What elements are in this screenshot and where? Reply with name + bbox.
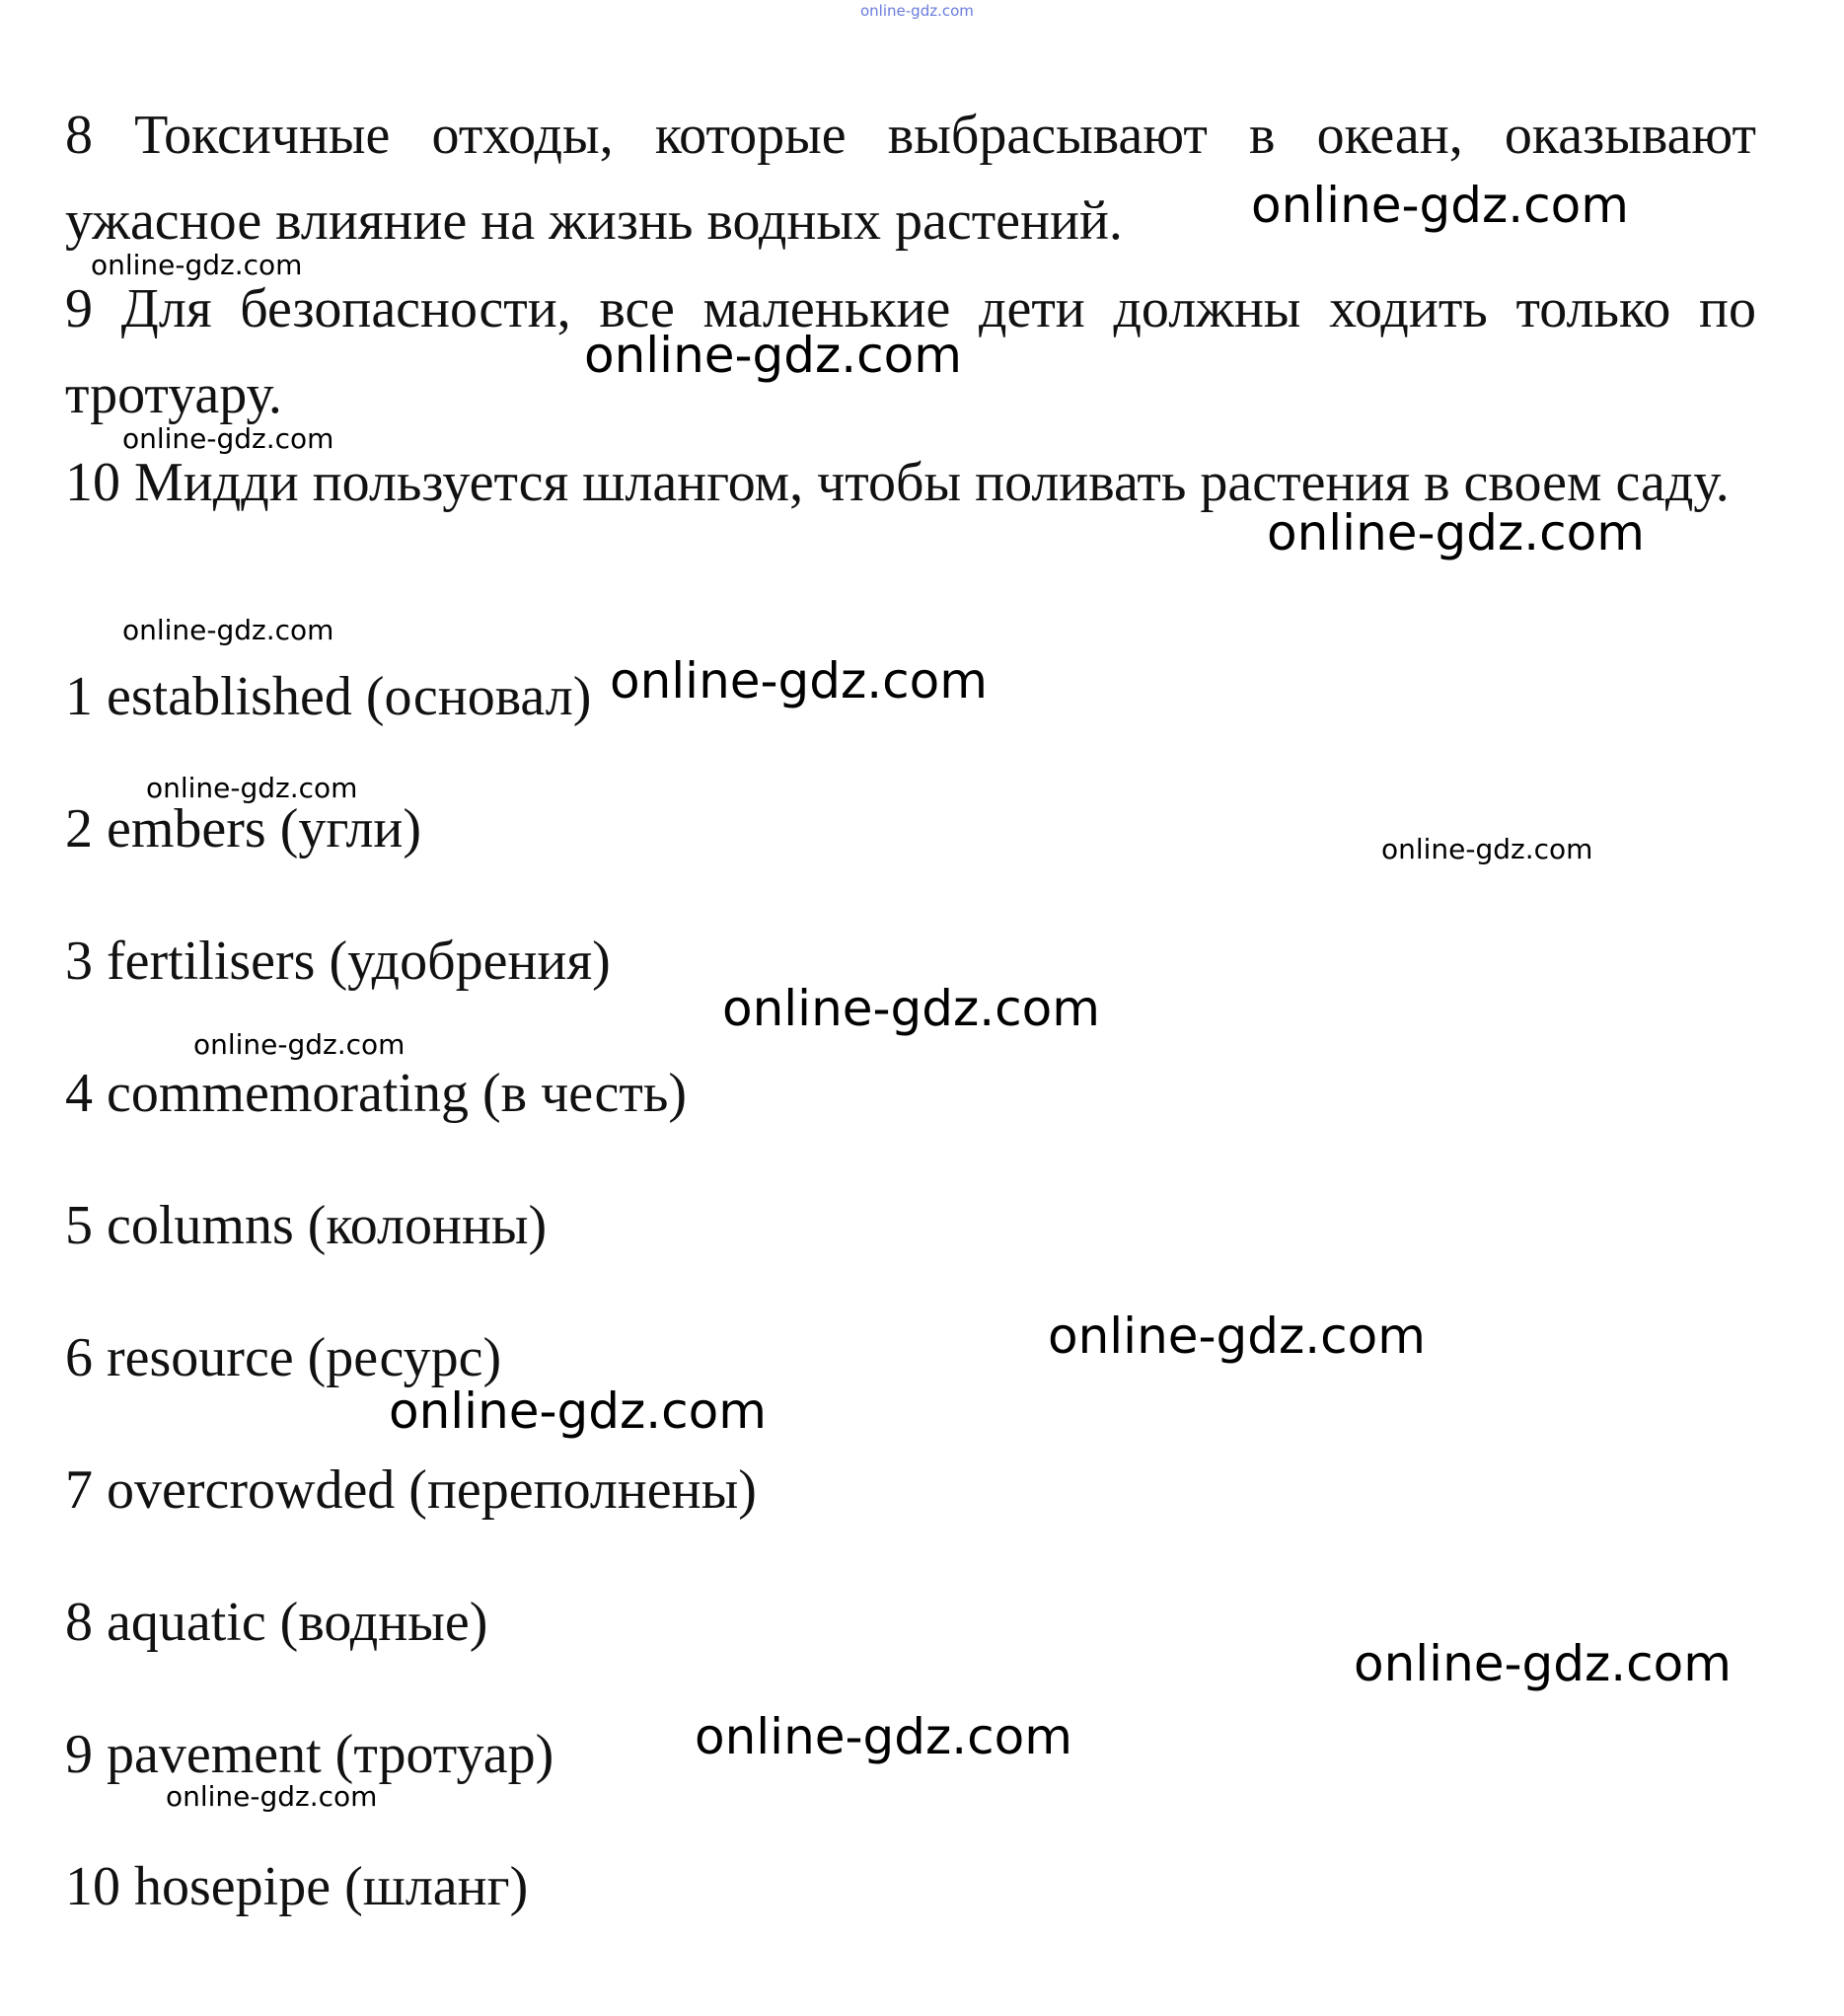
- sentence-9: 9 Для безопасности, все маленькие дети должны ходить только по тротуару.: [65, 278, 1756, 425]
- vocab-item-3: 3 fertilisers (удобрения): [65, 931, 611, 992]
- vocab-item-4: 4 commemorating (в честь): [65, 1063, 688, 1124]
- watermark-small: online-gdz.com: [193, 1028, 406, 1061]
- watermark-large: online-gdz.com: [695, 1708, 1072, 1765]
- watermark-small: online-gdz.com: [1381, 833, 1593, 865]
- vocab-item-8: 8 aquatic (водные): [65, 1592, 488, 1653]
- sentence-10: 10 Мидди пользуется шлангом, чтобы поливать растения в своем саду.: [65, 452, 1730, 513]
- watermark-small: online-gdz.com: [166, 1780, 378, 1813]
- vocab-item-5: 5 columns (колонны): [65, 1195, 548, 1256]
- watermark-small: online-gdz.com: [122, 422, 334, 455]
- vocab-item-9: 9 pavement (тротуар): [65, 1724, 554, 1785]
- vocab-item-2: 2 embers (угли): [65, 798, 422, 859]
- sentence-8: 8 Токсичные отходы, которые выбрасывают в океан, оказывают ужасное влияние на жизнь водных растений.: [65, 105, 1756, 252]
- watermark-small: online-gdz.com: [122, 614, 334, 646]
- watermark-large: online-gdz.com: [1354, 1635, 1732, 1692]
- watermark-small: online-gdz.com: [146, 772, 358, 804]
- vocab-item-6: 6 resource (ресурс): [65, 1327, 502, 1388]
- vocab-item-7: 7 overcrowded (переполнены): [65, 1459, 757, 1521]
- watermark-top: online-gdz.com: [860, 2, 974, 20]
- watermark-large: online-gdz.com: [1251, 177, 1629, 234]
- watermark-large: online-gdz.com: [1267, 504, 1645, 561]
- watermark-large: online-gdz.com: [389, 1382, 767, 1440]
- watermark-large: online-gdz.com: [610, 652, 988, 709]
- watermark-large: online-gdz.com: [584, 327, 962, 384]
- watermark-large: online-gdz.com: [1048, 1307, 1426, 1365]
- watermark-small: online-gdz.com: [91, 249, 303, 281]
- watermark-large: online-gdz.com: [722, 980, 1100, 1037]
- vocab-item-10: 10 hosepipe (шланг): [65, 1856, 529, 1917]
- vocab-item-1: 1 established (основал): [65, 666, 592, 727]
